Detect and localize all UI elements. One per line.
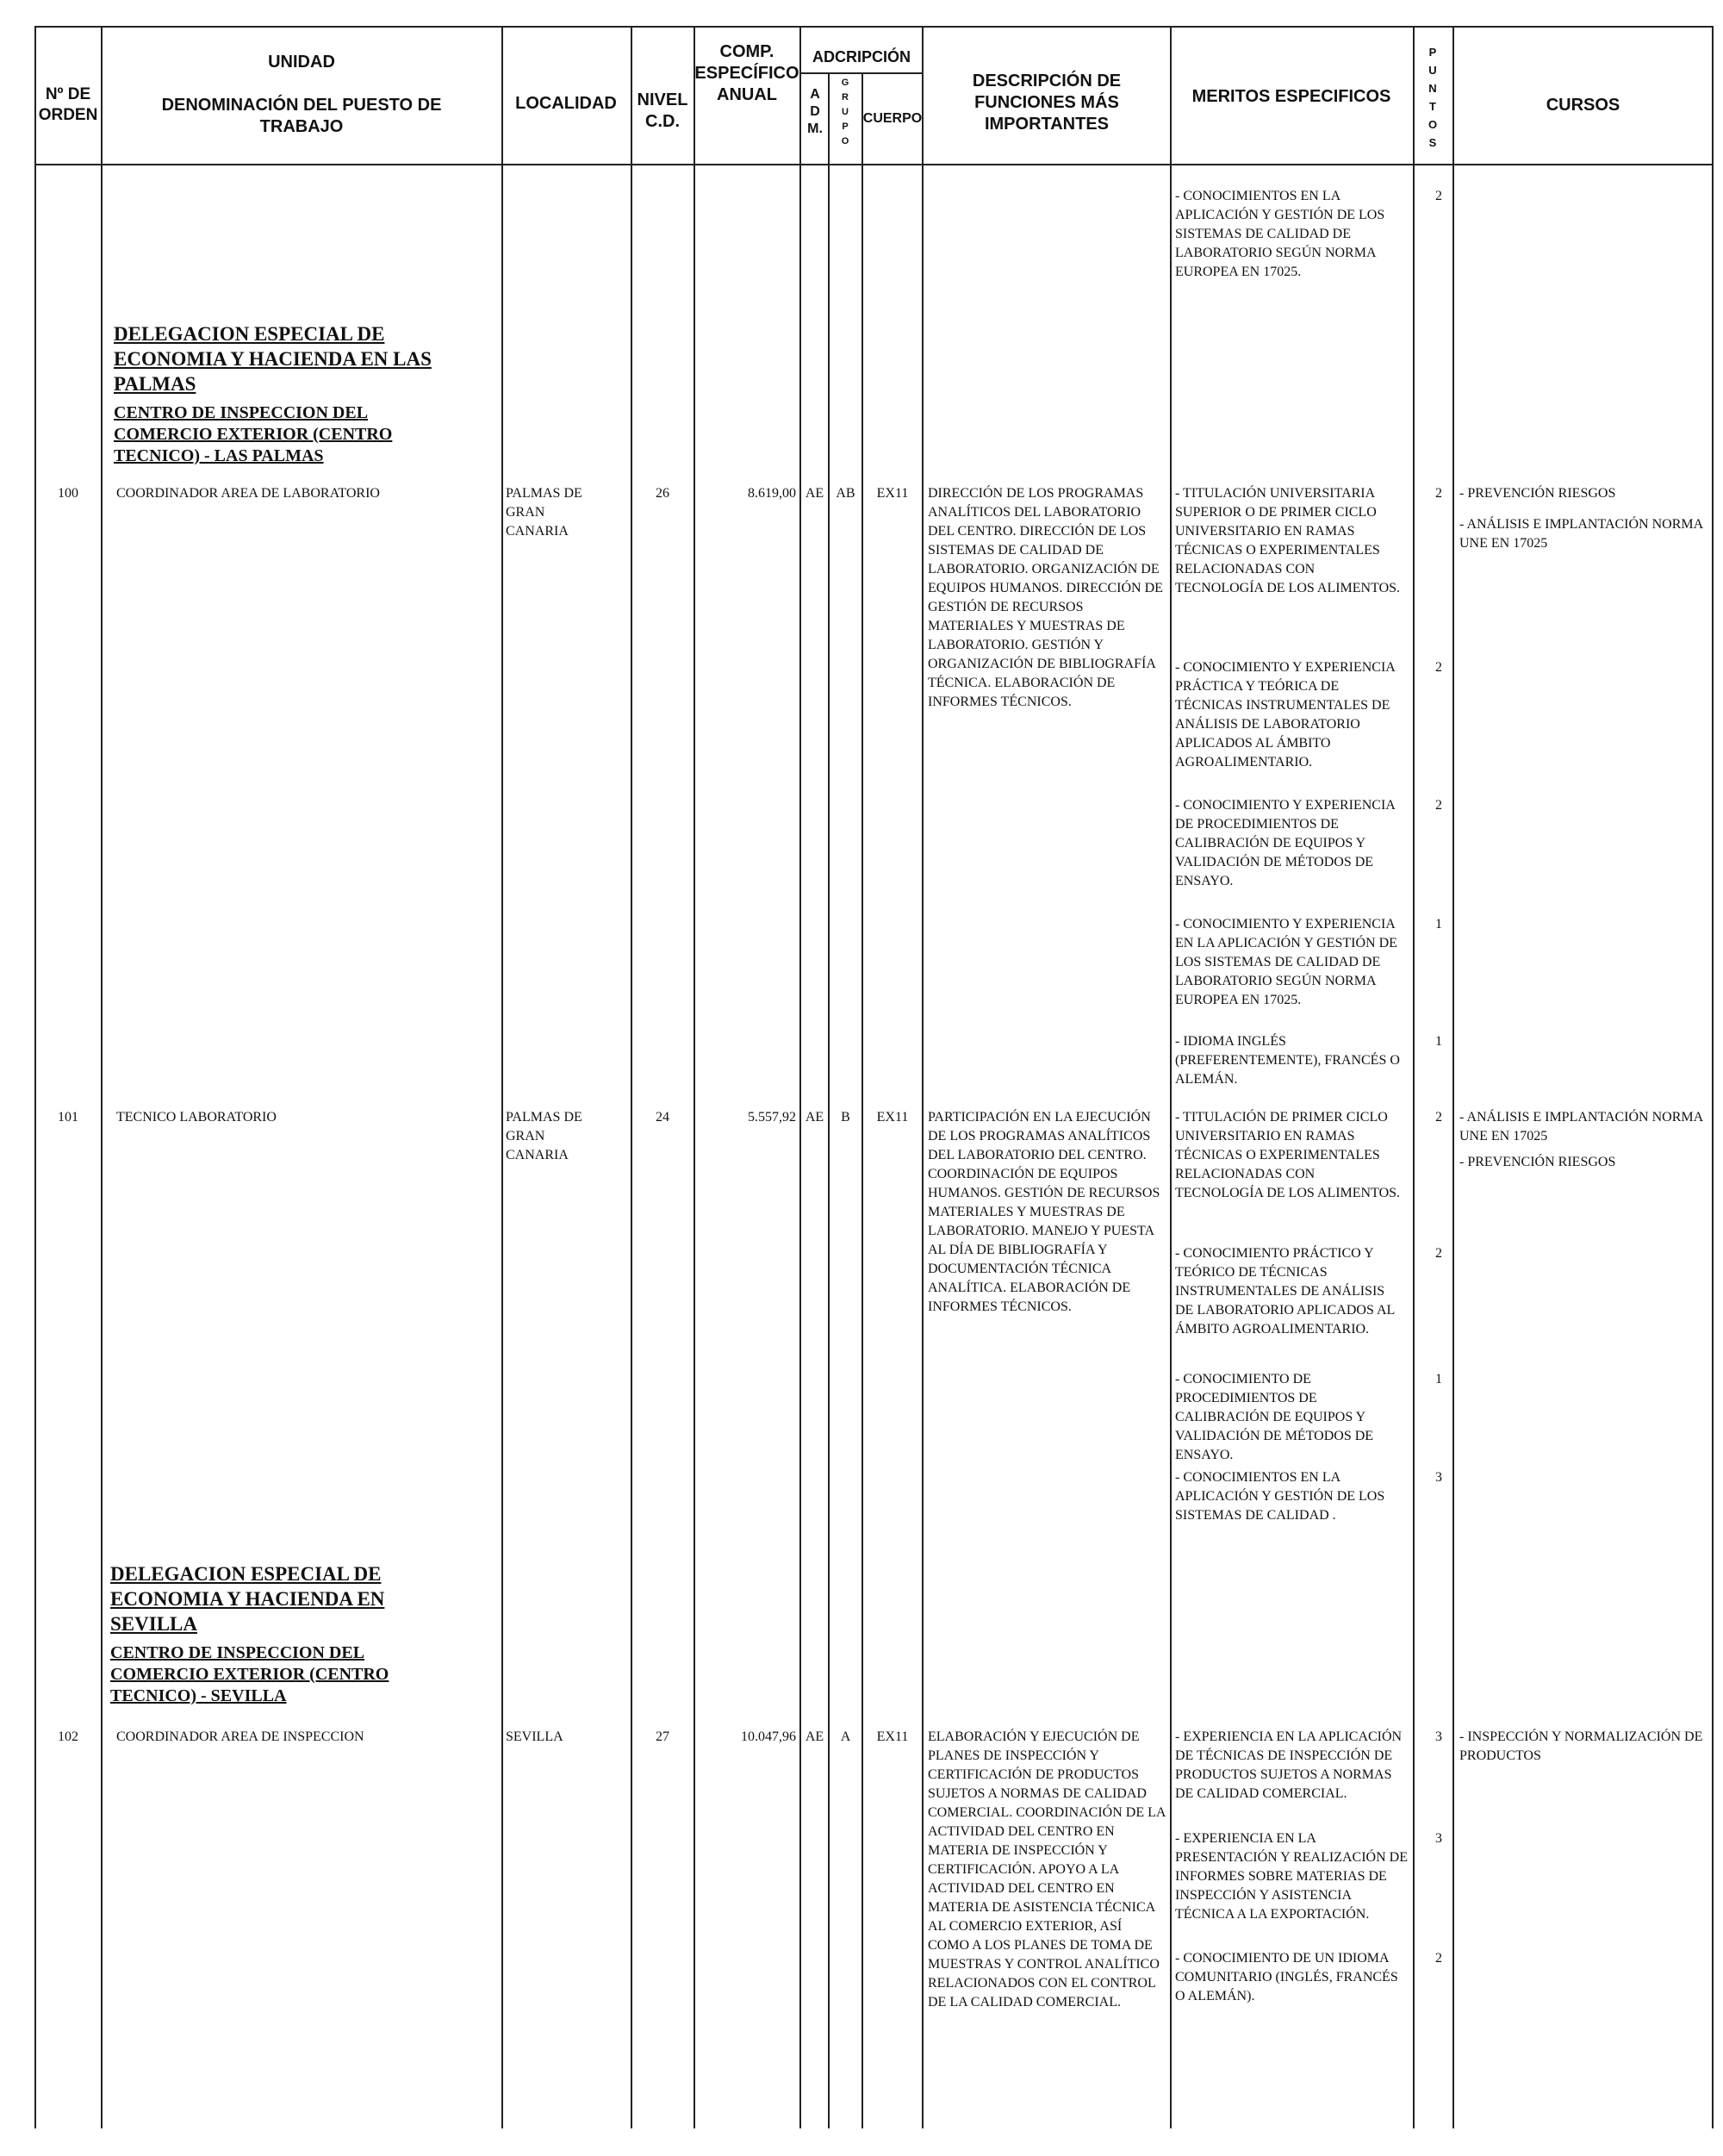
row-101-puesto: TECNICO LABORATORIO [116,1110,277,1125]
row-100-merito-2: - CONOCIMIENTO Y EXPERIENCIA PRÁCTICA Y TEÓRICA DE TÉCNICAS INSTRUMENTALES DE ANÁLISIS DE LABORATORIO APLICADOS AL ÁMBITO AGROALIMENTARIO. [1175,660,1395,770]
row-101-merito-1-puntos: 2 [1435,1110,1442,1125]
row-100-localidad: PALMAS DE GRAN CANARIA [506,486,582,539]
unit-subtitle-las-palmas: CENTRO DE INSPECCION DEL COMERCIO EXTERIOR (CENTRO TECNICO) - LAS PALMAS [114,403,393,465]
header-bottom-border [34,164,1714,165]
row-100-curso-1: - PREVENCIÓN RIESGOS [1459,486,1616,501]
row-102-merito-1: - EXPERIENCIA EN LA APLICACIÓN DE TÉCNICAS DE INSPECCIÓN DE PRODUCTOS SUJETOS A NORMAS DE CALIDAD COMERCIAL. [1175,1729,1403,1801]
row-101-merito-4-puntos: 3 [1435,1470,1442,1485]
header-nivel: NIVEL C.D. [637,90,688,131]
row-100-orden: 100 [58,486,78,501]
row-101-curso-1: - ANÁLISIS E IMPLANTACIÓN NORMA UNE EN 17025 [1459,1110,1703,1143]
table-top-border [34,26,1714,28]
row-101-adm: AE [805,1110,824,1125]
row-101-localidad: PALMAS DE GRAN CANARIA [506,1110,582,1162]
row-102-descripcion: ELABORACIÓN Y EJECUCIÓN DE PLANES DE INSPECCIÓN Y CERTIFICACIÓN DE PRODUCTOS SUJETOS A NORMAS DE CALIDAD COMERCIAL. COORDINACIÓN DE LA ACTIVIDAD DEL CENTRO EN MATERIA DE INSPECCIÓN Y CERTIFICACIÓN. APOYO A LA ACTIVIDAD DEL CENTRO EN MATERIA DE ASISTENCIA TÉCNICA AL COMERCIO EXTERIOR, ASÍ COMO A LOS PLANES DE TOMA DE MUESTRAS Y CONTROL ANALÍTICO RELACIONADOS CON EL CONTROL DE LA CALIDAD COMERCIAL. [928,1729,1166,2010]
row-102-localidad: SEVILLA [506,1729,563,1744]
row-100-comp: 8.619,00 [748,486,796,501]
header-orden: Nº DE ORDEN [38,85,98,124]
unit-title-sevilla: DELEGACION ESPECIAL DE ECONOMIA Y HACIENDA EN SEVILLA [110,1563,385,1635]
header-adscripcion: ADCRIPCIÓN [812,48,911,65]
row-101-merito-4: - CONOCIMIENTOS EN LA APLICACIÓN Y GESTIÓN DE LOS SISTEMAS DE CALIDAD . [1175,1470,1385,1523]
row-100-grupo: AB [836,486,855,501]
header-puntos [1420,43,1446,152]
header-cursos: CURSOS [1546,96,1620,115]
row-101-grupo: B [841,1110,850,1125]
row-102-merito-1-puntos: 3 [1435,1729,1442,1744]
top-merito: - CONOCIMIENTOS EN LA APLICACIÓN Y GESTIÓN DE LOS SISTEMAS DE CALIDAD DE LABORATORIO SEGÚN NORMA EUROPEA EN 17025. [1175,189,1385,279]
row-100-cuerpo: EX11 [876,486,909,501]
row-101-merito-3-puntos: 1 [1435,1372,1442,1386]
row-100-merito-5-puntos: 1 [1435,1034,1442,1049]
row-100-merito-3-puntos: 2 [1435,798,1442,813]
row-100-curso-2: - ANÁLISIS E IMPLANTACIÓN NORMA UNE EN 17025 [1459,517,1703,551]
row-102-puesto: COORDINADOR AREA DE INSPECCION [116,1729,364,1744]
row-100-descripcion: DIRECCIÓN DE LOS PROGRAMAS ANALÍTICOS DEL LABORATORIO DEL CENTRO. DIRECCIÓN DE LOS SISTEMAS DE CALIDAD DE LABORATORIO. ORGANIZACIÓN DE EQUIPOS HUMANOS. DIRECCIÓN DE GESTIÓN DE RECURSOS MATERIALES Y MUESTRAS DE LABORATORIO. GESTIÓN Y ORGANIZACIÓN DE BIBLIOGRAFÍA TÉCNICA. ELABORACIÓN DE INFORMES TÉCNICOS. [928,486,1163,709]
row-101-merito-2-puntos: 2 [1435,1246,1442,1261]
header-meritos: MERITOS ESPECIFICOS [1191,87,1391,106]
col-border-9 [922,26,924,2128]
header-adm-2: D [810,104,820,119]
row-102-grupo: A [840,1729,851,1744]
header-grupo-2: R [842,92,849,103]
row-100-nivel: 26 [656,486,669,501]
header-cuerpo: CUERPO [862,111,923,126]
col-border-6 [828,72,830,2128]
row-101-curso-2: - PREVENCIÓN RIESGOS [1459,1155,1616,1169]
header-adm [803,86,827,138]
header-puntos-3: N [1428,82,1437,95]
col-border-11 [1413,26,1415,2128]
header-puntos-2: U [1428,64,1437,77]
row-101-comp: 5.557,92 [748,1110,796,1125]
col-border-5 [799,26,801,2128]
row-101-cuerpo: EX11 [876,1110,909,1125]
row-102-curso-1: - INSPECCIÓN Y NORMALIZACIÓN DE PRODUCTOS [1459,1729,1703,1763]
col-border-0 [34,26,36,2128]
row-100-puesto: COORDINADOR AREA DE LABORATORIO [116,486,380,501]
row-102-merito-2: - EXPERIENCIA EN LA PRESENTACIÓN Y REALIZACIÓN DE INFORMES SOBRE MATERIAS DE INSPECCIÓN Y ASISTENCIA TÉCNICA A LA EXPORTACIÓN. [1175,1831,1408,1922]
row-100-merito-2-puntos: 2 [1435,660,1442,675]
row-102-merito-3-puntos: 2 [1435,1951,1442,1966]
row-100-merito-5: - IDIOMA INGLÉS (PREFERENTEMENTE), FRANCÉS O ALEMÁN. [1175,1034,1400,1087]
row-100-merito-4-puntos: 1 [1435,917,1442,932]
col-border-12 [1452,26,1454,2128]
row-101-merito-3: - CONOCIMIENTO DE PROCEDIMIENTOS DE CALIBRACIÓN DE EQUIPOS Y VALIDACIÓN DE MÉTODOS DE ENSAYO. [1175,1372,1374,1462]
row-102-nivel: 27 [656,1729,669,1744]
adscripcion-divider [799,72,922,74]
col-border-1 [101,26,103,2128]
header-unidad: UNIDAD [268,53,335,72]
header-descripcion: DESCRIPCIÓN DE FUNCIONES MÁS IMPORTANTES [972,72,1122,134]
row-100-merito-3: - CONOCIMIENTO Y EXPERIENCIA DE PROCEDIMIENTOS DE CALIBRACIÓN DE EQUIPOS Y VALIDACIÓN DE MÉTODOS DE ENSAYO. [1175,798,1395,888]
header-grupo [830,76,861,149]
row-102-merito-3: - CONOCIMIENTO DE UN IDIOMA COMUNITARIO (INGLÉS, FRANCÉS O ALEMÁN). [1175,1951,1398,2003]
row-102-merito-2-puntos: 3 [1435,1831,1442,1846]
header-adm-3: M. [807,122,823,136]
header-grupo-5: O [841,136,849,146]
col-border-7 [862,72,863,2128]
header-puntos-5: O [1428,118,1438,131]
row-102-orden: 102 [58,1729,78,1744]
row-100-merito-4: - CONOCIMIENTO Y EXPERIENCIA EN LA APLICACIÓN Y GESTIÓN DE LOS SISTEMAS DE CALIDAD DE LABORATORIO SEGÚN NORMA EUROPEA EN 17025. [1175,917,1397,1007]
header-localidad: LOCALIDAD [515,94,617,113]
header-puntos-1: P [1428,46,1437,59]
row-101-merito-2: - CONOCIMIENTO PRÁCTICO Y TEÓRICO DE TÉCNICAS INSTRUMENTALES DE ANÁLISIS DE LABORATORIO APLICADOS AL ÁMBITO AGROALIMENTARIO. [1175,1246,1395,1337]
row-102-adm: AE [805,1729,824,1744]
header-denominacion: DENOMINACIÓN DEL PUESTO DE TRABAJO [161,96,442,136]
row-100-adm: AE [805,486,824,501]
header-grupo-1: G [841,78,849,88]
col-border-4 [694,26,695,2128]
row-101-descripcion: PARTICIPACIÓN EN LA EJECUCIÓN DE LOS PROGRAMAS ANALÍTICOS DEL LABORATORIO DEL CENTRO. COORDINACIÓN DE EQUIPOS HUMANOS. GESTIÓN DE RECURSOS MATERIALES Y MUESTRAS DE LABORATORIO. MANEJO Y PUESTA AL DÍA DE BIBLIOGRAFÍA Y DOCUMENTACIÓN TÉCNICA ANALÍTICA. ELABORACIÓN DE INFORMES TÉCNICOS. [928,1110,1160,1314]
unit-title-las-palmas: DELEGACION ESPECIAL DE ECONOMIA Y HACIENDA EN LAS PALMAS [114,323,432,395]
header-grupo-4: P [842,122,849,132]
row-101-merito-1: - TITULACIÓN DE PRIMER CICLO UNIVERSITARIO EN RAMAS TÉCNICAS O EXPERIMENTALES RELACIONADAS CON TECNOLOGÍA DE LOS ALIMENTOS. [1175,1110,1401,1200]
row-102-cuerpo: EX11 [876,1729,909,1744]
header-adm-1: A [810,87,820,102]
header-grupo-3: U [842,107,849,117]
row-100-merito-1: - TITULACIÓN UNIVERSITARIA SUPERIOR O DE PRIMER CICLO UNIVERSITARIO EN RAMAS TÉCNICAS O EXPERIMENTALES RELACIONADAS CON TECNOLOGÍA DE LOS ALIMENTOS. [1175,486,1401,595]
top-merito-puntos: 2 [1435,189,1442,203]
col-border-10 [1170,26,1172,2128]
row-101-orden: 101 [58,1110,78,1125]
col-border-3 [631,26,632,2128]
row-100-merito-1-puntos: 2 [1435,486,1442,501]
col-border-13 [1712,26,1714,2128]
col-border-2 [501,26,503,2128]
header-puntos-6: S [1428,136,1437,149]
unit-subtitle-sevilla: CENTRO DE INSPECCION DEL COMERCIO EXTERIOR (CENTRO TECNICO) - SEVILLA [110,1643,389,1705]
header-comp: COMP. ESPECÍFICO ANUAL [694,42,799,104]
row-101-nivel: 24 [656,1110,669,1125]
row-102-comp: 10.047,96 [741,1729,796,1744]
header-puntos-4: T [1429,100,1436,113]
